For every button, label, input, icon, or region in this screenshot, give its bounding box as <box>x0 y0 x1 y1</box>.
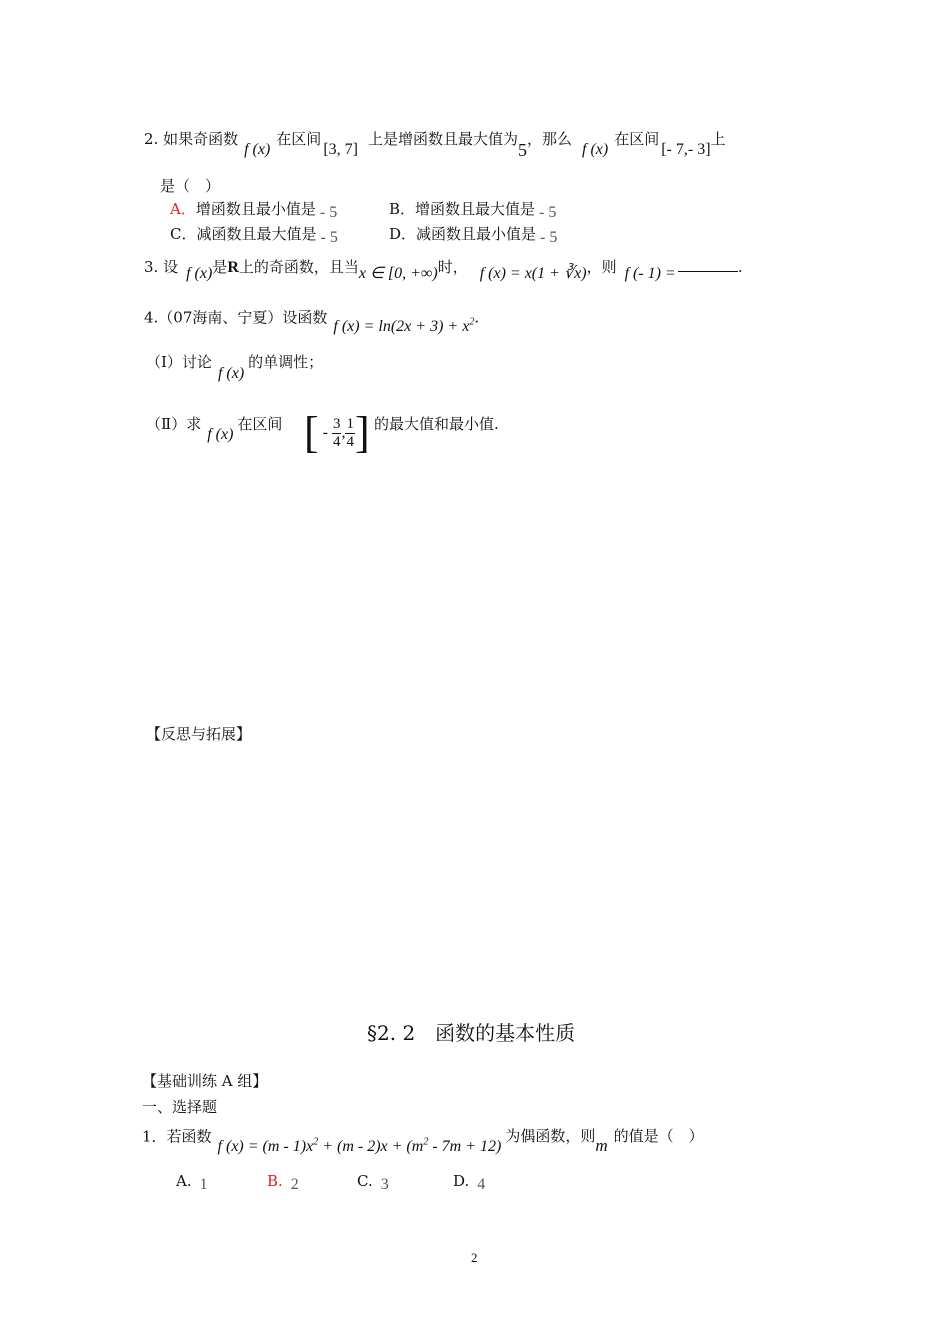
q4-part-1-math: f (x) <box>217 365 245 382</box>
s1-text-2: 为偶函数，则 <box>505 1127 596 1146</box>
q3-text-6: . <box>737 258 743 276</box>
q2-option-a-value: - 5 <box>319 204 338 221</box>
q2-text-2: 在区间 <box>276 130 322 148</box>
page-number: 2 <box>471 1250 478 1265</box>
q3-math-domain: x ∈ [0, +∞) <box>358 265 438 282</box>
q4-part-2-text-1: （Ⅱ）求 <box>146 415 202 433</box>
s1-math-sup-1: 2 <box>313 1137 319 1148</box>
s1-option-a-value: 1 <box>199 1176 208 1193</box>
q3-text-3: 上的奇函数，且当 <box>238 258 359 276</box>
s1-option-d <box>453 1171 485 1192</box>
q2-line2: 是（ ） <box>160 177 221 195</box>
s1-math-sup-2: 2 <box>423 1137 429 1148</box>
q3-text-4: 时， <box>437 258 468 276</box>
q4-part-1 <box>146 352 324 382</box>
q2-math-interval-2: [- 7,- 3] <box>661 141 711 158</box>
q3-text-5: ，则 <box>586 258 617 276</box>
q2-option-d-value: - 5 <box>540 229 558 246</box>
q3-line <box>144 257 743 282</box>
q3-text-2: 是 <box>212 258 228 276</box>
interval-fraction-2 <box>345 416 355 451</box>
s1-math-part-2: + (m - 2)x + (m <box>318 1138 424 1156</box>
q2-option-b-letter: B． <box>389 200 416 218</box>
q2-text-6: 上 <box>710 130 726 148</box>
q2-option-d <box>389 224 557 245</box>
s1-option-c-letter: C. <box>357 1172 373 1190</box>
q4-part-2-text-3: 的最大值和最小值. <box>374 415 499 433</box>
q2-line1 <box>144 128 726 160</box>
q3-math-fx: f (x) <box>186 265 213 282</box>
fraction-1-denominator: 4 <box>332 433 341 450</box>
q2-math-interval: [3, 7] <box>323 141 358 158</box>
q4-text-2: . <box>474 308 480 327</box>
q3-text-1: 3. 设 <box>144 258 179 276</box>
interval-comma: , <box>341 424 346 441</box>
s1-text-1: 1．若函数 <box>142 1127 212 1146</box>
s1-option-d-value: 4 <box>477 1176 486 1193</box>
q2-math-fx: f (x) <box>244 141 271 158</box>
q2-math-fx-2: f (x) <box>582 141 609 158</box>
s1-option-d-letter: D. <box>453 1172 470 1190</box>
q3-answer-blank <box>678 271 738 272</box>
q4-math-sup: 2 <box>469 317 475 328</box>
q2-option-a-text: 增函数且最小值是 <box>195 200 316 218</box>
part-heading: 一、选择题 <box>142 1098 218 1116</box>
fraction-2-numerator: 1 <box>346 415 354 432</box>
interval-minus: - <box>322 424 328 441</box>
s1-line <box>142 1123 704 1156</box>
section-title: §2. 2 函数的基本性质 <box>367 1021 576 1045</box>
group-heading: 【基础训练 A 组】 <box>142 1072 268 1090</box>
s1-math-part-3: - 7m + 12) <box>428 1138 502 1156</box>
q2-option-a-letter: A． <box>170 200 196 218</box>
q4-line <box>144 304 480 336</box>
q2-text-3: 上是增函数且最大值为 <box>367 130 518 148</box>
q2-option-c-letter: C． <box>170 225 197 243</box>
interval-left-bracket: [ <box>304 408 319 457</box>
s1-option-b-value: 2 <box>290 1176 299 1193</box>
q4-part-2 <box>146 414 283 443</box>
q2-option-b-text: 增函数且最大值是 <box>415 200 536 218</box>
q2-option-b <box>389 199 556 220</box>
q4-part-1-text-1: （Ⅰ）讨论 <box>146 353 212 371</box>
q4-part-2-interval <box>304 404 370 461</box>
q4-math-function <box>333 318 474 335</box>
s1-math-m: m <box>595 1136 608 1156</box>
interval-right-bracket: ] <box>354 408 370 457</box>
s1-math-function <box>218 1138 502 1155</box>
s1-option-b-letter: B. <box>267 1172 283 1190</box>
q2-option-d-text: 减函数且最小值是 <box>416 225 537 243</box>
s1-math-part-1: f (x) = (m - 1)x <box>217 1138 314 1156</box>
q2-option-c-value: - 5 <box>320 229 338 246</box>
s1-option-a <box>176 1171 208 1192</box>
s1-option-a-letter: A. <box>176 1172 192 1190</box>
q3-math-f-neg1: f (- 1) = <box>624 265 676 282</box>
s1-option-b <box>267 1171 299 1192</box>
q4-part-1-text-2: 的单调性； <box>248 353 324 371</box>
q2-option-b-value: - 5 <box>539 204 557 221</box>
q2-text-5: 在区间 <box>614 130 660 148</box>
q2-option-c <box>170 224 338 245</box>
q2-option-d-letter: D． <box>389 225 417 243</box>
q2-text-1: 2. 如果奇函数 <box>144 130 239 148</box>
s1-text-3: 的值是（ ） <box>613 1127 704 1146</box>
s1-option-c <box>357 1171 389 1192</box>
q2-text-4: ，那么 <box>526 130 572 148</box>
q4-part-2-math: f (x) <box>207 426 234 443</box>
q2-option-c-text: 减函数且最大值是 <box>196 225 317 243</box>
q3-math-definition: f (x) = x(1 + ∛x) <box>479 265 587 282</box>
q4-part-2-text-2: 在区间 <box>237 415 283 433</box>
q3-bold-r: R <box>227 259 239 276</box>
q2-math-five: 5 <box>517 140 527 160</box>
q4-text-1: 4.（07海南、宁夏）设函数 <box>144 308 328 327</box>
s1-option-c-value: 3 <box>380 1176 389 1193</box>
q4-math-body: f (x) = ln(2x + 3) + x <box>333 318 470 336</box>
fraction-1-numerator: 3 <box>332 415 341 432</box>
q2-option-a <box>170 199 337 220</box>
reflection-heading: 【反思与拓展】 <box>146 725 252 743</box>
fraction-2-denominator: 4 <box>346 433 354 450</box>
